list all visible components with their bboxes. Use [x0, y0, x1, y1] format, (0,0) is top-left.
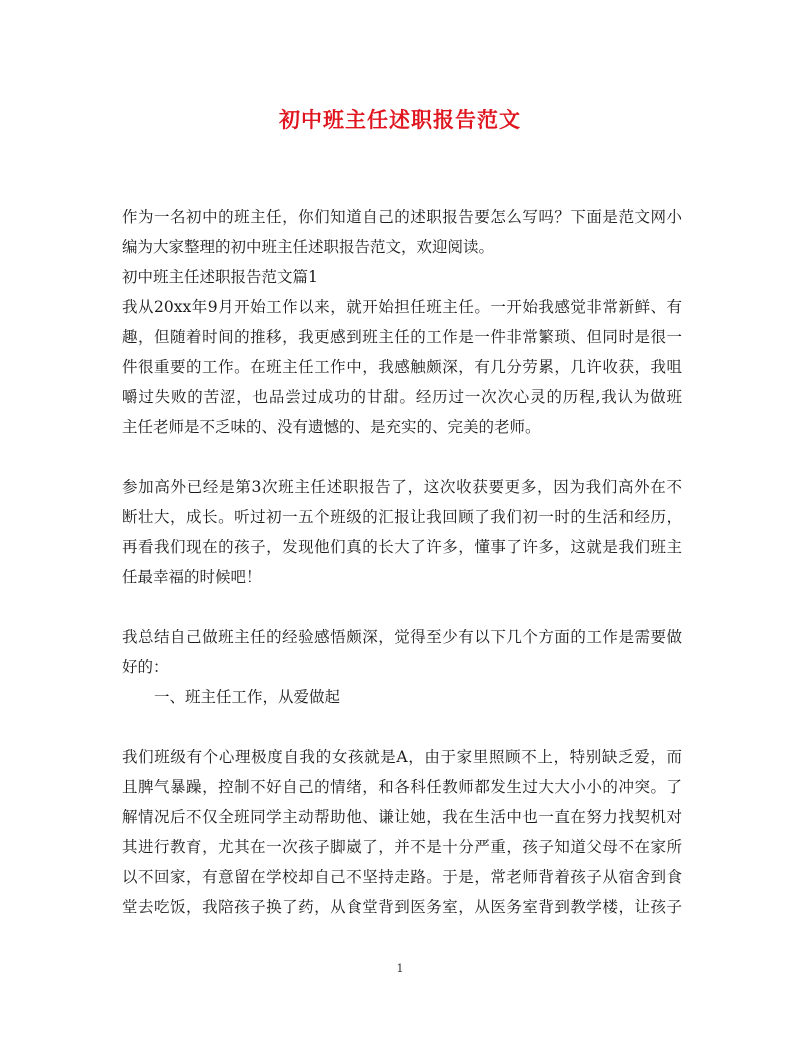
paragraph	[122, 622, 682, 682]
text-line: 其进行教育，尤其在一次孩子脚崴了，并不是十分严重，孩子知道父母不在家所	[122, 838, 682, 856]
text-line: 我们班级有个心理极度自我的女孩就是A，由于家里照顾不上，特别缺乏爱，而	[122, 748, 682, 766]
text-line: 解情况后不仅全班同学主动帮助他、谦让她，我在生活中也一直在努力找契机对	[122, 808, 682, 826]
text-line: 参加高外已经是第3次班主任述职报告了，这次收获要更多，因为我们高外在不	[122, 478, 682, 496]
text-line: 嚼过失败的苦涩，也品尝过成功的甘甜。经历过一次次心灵的历程,我认为做班	[122, 388, 682, 406]
text-line: 好的：	[122, 658, 169, 676]
text-line: 以不回家，有意留在学校却自己不坚持走路。于是，常老师背着孩子从宿舍到食	[122, 868, 682, 886]
text-line: 趣，但随着时间的推移，我更感到班主任的工作是一件非常繁琐、但同时是很一	[122, 328, 682, 346]
text-line: 编为大家整理的初中班主任述职报告范文，欢迎阅读。	[122, 238, 495, 256]
paragraph-gap	[122, 442, 682, 472]
text-line: 一、班主任工作，从爱做起	[154, 688, 341, 706]
paragraph-gap	[122, 712, 682, 742]
text-line: 作为一名初中的班主任，你们知道自己的述职报告要怎么写吗？下面是范文网小	[122, 208, 682, 226]
page-number: 1	[396, 962, 404, 975]
document-title: 初中班主任述职报告范文	[279, 107, 521, 132]
text-line: 主任老师是不乏味的、没有遗憾的、是充实的、完美的老师。	[122, 418, 541, 436]
section-heading	[122, 262, 682, 292]
text-line: 再看我们现在的孩子，发现他们真的长大了许多，懂事了许多，这就是我们班主	[122, 538, 682, 556]
paragraph	[122, 742, 682, 922]
subsection-heading	[122, 682, 682, 712]
text-line: 堂去吃饭，我陪孩子换了药，从食堂背到医务室，从医务室背到教学楼，让孩子	[122, 898, 682, 916]
text-line: 且脾气暴躁，控制不好自己的情绪，和各科任教师都发生过大大小小的冲突。了	[122, 778, 682, 796]
text-line: 我从20xx年9月开始工作以来，就开始担任班主任。一开始我感觉非常新鲜、有	[122, 298, 682, 316]
text-line: 断壮大，成长。听过初一五个班级的汇报让我回顾了我们初一时的生活和经历，	[122, 508, 682, 526]
paragraph-gap	[122, 592, 682, 622]
text-line: 初中班主任述职报告范文篇1	[122, 268, 318, 286]
paragraph-intro	[122, 202, 682, 262]
paragraph	[122, 292, 682, 442]
document-body	[122, 202, 682, 922]
text-line: 任最幸福的时候吧！	[122, 568, 262, 586]
text-line: 我总结自己做班主任的经验感悟颇深，觉得至少有以下几个方面的工作是需要做	[122, 628, 682, 646]
paragraph	[122, 472, 682, 592]
text-line: 件很重要的工作。在班主任工作中，我感触颇深，有几分劳累，几许收获，我咀	[122, 358, 682, 376]
